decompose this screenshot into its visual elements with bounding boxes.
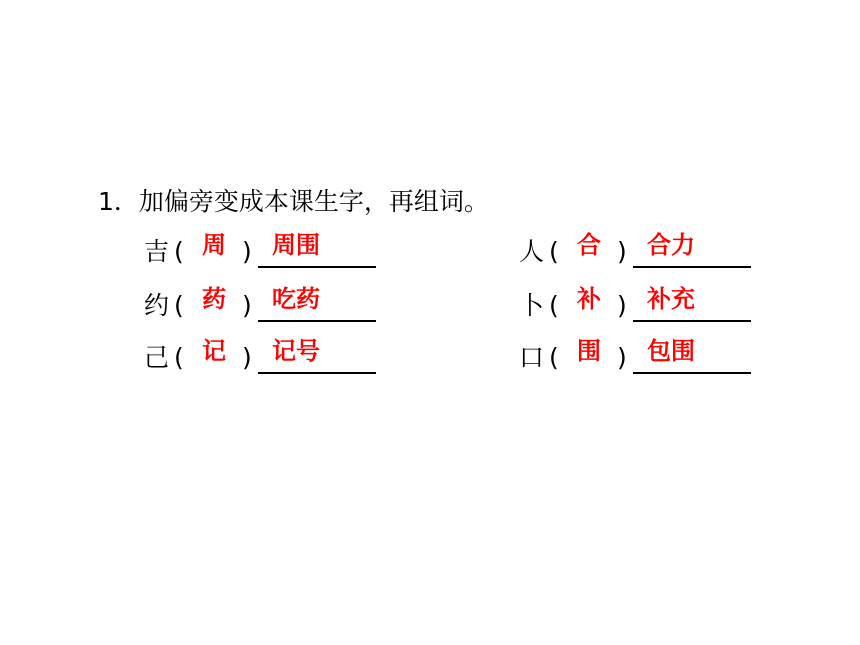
answer-word: 包围 (647, 337, 695, 365)
base-character: 口 (519, 343, 545, 372)
answer-blank-line (633, 372, 751, 374)
close-paren: ) (242, 237, 252, 266)
open-paren: ( (174, 237, 184, 266)
answer-word: 记号 (272, 337, 320, 365)
answer-word: 补充 (647, 285, 695, 313)
answer-blank-line (258, 320, 376, 322)
answer-character: 围 (577, 337, 601, 365)
base-character: 己 (144, 343, 170, 372)
open-paren: ( (174, 343, 184, 372)
exercise-title (98, 184, 489, 220)
open-paren: ( (174, 291, 184, 320)
answer-word: 吃药 (272, 285, 320, 313)
base-character: 卜 (519, 291, 545, 320)
close-paren: ) (617, 343, 627, 372)
answer-blank-line (633, 266, 751, 268)
open-paren: ( (549, 343, 559, 372)
base-character: 约 (144, 291, 170, 320)
answer-blank-line (258, 266, 376, 268)
base-character: 吉 (144, 237, 170, 266)
answer-character: 记 (202, 337, 226, 365)
close-paren: ) (242, 343, 252, 372)
answer-word: 周围 (272, 231, 320, 259)
answer-character: 补 (577, 285, 601, 313)
answer-blank-line (258, 372, 376, 374)
exercise-instruction: 加偏旁变成本课生字，再组词。 (138, 187, 489, 216)
base-character: 人 (519, 237, 545, 266)
close-paren: ) (617, 291, 627, 320)
answer-character: 周 (202, 231, 226, 259)
answer-blank-line (633, 320, 751, 322)
answer-word: 合力 (647, 231, 695, 259)
exercise-number: 1． (98, 187, 139, 216)
open-paren: ( (549, 291, 559, 320)
close-paren: ) (242, 291, 252, 320)
answer-character: 合 (577, 231, 601, 259)
answer-character: 药 (202, 285, 226, 313)
close-paren: ) (617, 237, 627, 266)
open-paren: ( (549, 237, 559, 266)
